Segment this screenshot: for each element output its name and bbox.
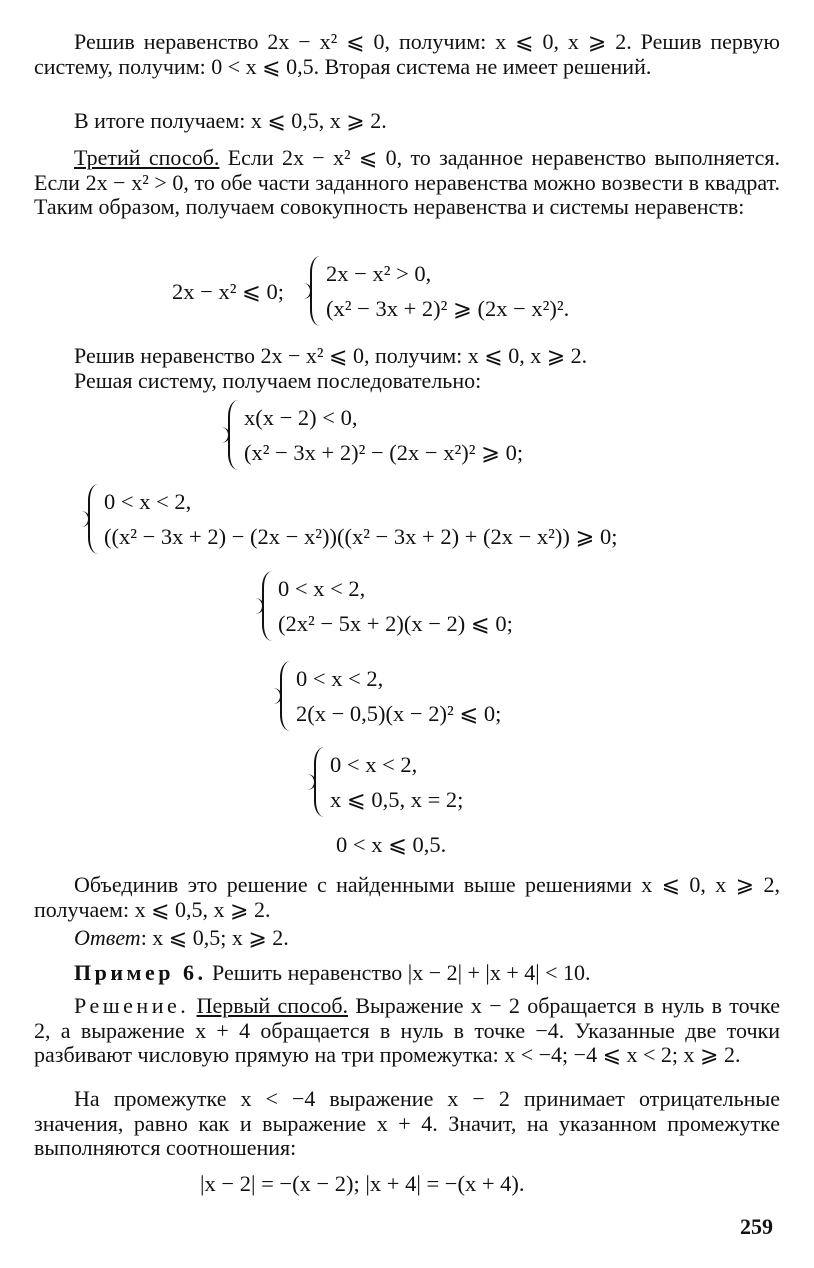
formula-row: 2x − x² > 0, bbox=[326, 261, 432, 286]
formula-row: (x² − 3x + 2)² ⩾ (2x − x²)². bbox=[326, 296, 570, 321]
answer-label: Ответ bbox=[74, 925, 141, 950]
formula-combination-left: 2x − x² ⩽ 0; bbox=[172, 278, 285, 304]
formula-row: (x² − 3x + 2)² − (2x − x²)² ⩾ 0; bbox=[244, 440, 524, 465]
formula-combination bbox=[172, 256, 569, 326]
formula-system-1 bbox=[228, 400, 523, 470]
solution-label: Решение. bbox=[74, 993, 190, 1018]
paragraph-interval-analysis: На промежутке x < −4 выражение x − 2 принимает отрицательные значения, равно как и выражение x + 4. Значит, на указанном промежутке выполняются соотношения: bbox=[34, 1086, 780, 1160]
formula-row: 0 < x < 2, bbox=[330, 752, 418, 777]
paragraph-third-method bbox=[34, 146, 780, 220]
paragraph-solution-inequality: Решив неравенство 2x − x² ⩽ 0, получим: x ⩽ 0, x ⩾ 2. bbox=[74, 343, 588, 368]
first-method-text: Выражение x − 2 обращается в нуль в точке 2, а выражение x + 4 обращается в нуль в точке −4. Указанные две точки разбивают числовую прямую на три промежутка: x < −4; −4 ⩽ x < 2; x ⩾ 2. bbox=[34, 993, 781, 1067]
third-method-text: Если 2x − x² ⩽ 0, то заданное неравенство выполняется. Если 2x − x² > 0, то обе части заданного неравенства можно возвести в квадрат. Таким образом, получаем совокупность неравенства и системы неравенств: bbox=[34, 145, 780, 219]
paragraph-union: Объединив это решение с найденными выше решениями x ⩽ 0, x ⩾ 2, получаем: x ⩽ 0,5, x ⩾ 2. bbox=[34, 872, 780, 922]
formula-row: x ⩽ 0,5, x = 2; bbox=[330, 787, 464, 812]
page-number: 259 bbox=[740, 1214, 773, 1239]
answer-text: : x ⩽ 0,5; x ⩾ 2. bbox=[140, 925, 289, 950]
formula-row: 0 < x < 2, bbox=[278, 576, 366, 601]
brace-symbol bbox=[228, 400, 240, 470]
first-method-label: Первый способ. bbox=[196, 993, 349, 1018]
brace-symbol bbox=[310, 256, 322, 326]
formula-system-4 bbox=[280, 661, 501, 731]
paragraph-solution-first-method bbox=[34, 994, 780, 1068]
formula-row: 2(x − 0,5)(x − 2)² ⩽ 0; bbox=[296, 701, 502, 726]
formula-final-interval: 0 < x ⩽ 0,5. bbox=[336, 832, 447, 857]
third-method-label: Третий способ. bbox=[74, 145, 220, 170]
formula-row: ((x² − 3x + 2) − (2x − x²))((x² − 3x + 2) + (2x − x²)) ⩾ 0; bbox=[104, 524, 618, 549]
brace-symbol bbox=[88, 484, 100, 554]
brace-symbol bbox=[314, 747, 326, 817]
paragraph-solution-first-system: Решив неравенство 2x − x² ⩽ 0, получим: x ⩽ 0, x ⩾ 2. Решив первую систему, получим: 0 < x ⩽ 0,5. Вторая система не имеет решений. bbox=[34, 29, 780, 79]
formula-row: (2x² − 5x + 2)(x − 2) ⩽ 0; bbox=[278, 611, 513, 636]
example-label: Пример 6. bbox=[74, 960, 207, 985]
paragraph-example-6 bbox=[34, 961, 780, 986]
formula-row: x(x − 2) < 0, bbox=[244, 405, 358, 430]
formula-system-5 bbox=[314, 747, 463, 817]
formula-system-3 bbox=[262, 571, 513, 641]
example-text: Решить неравенство |x − 2| + |x + 4| < 10. bbox=[206, 960, 591, 985]
paragraph-solving-system: Решая систему, получаем последовательно: bbox=[74, 368, 482, 393]
paragraph-intermediate-result: В итоге получаем: x ⩽ 0,5, x ⩾ 2. bbox=[74, 108, 387, 133]
brace-symbol bbox=[280, 661, 292, 731]
formula-row: 0 < x < 2, bbox=[296, 666, 384, 691]
formula-system-2 bbox=[88, 484, 618, 554]
formula-row: 0 < x < 2, bbox=[104, 489, 192, 514]
brace-symbol bbox=[262, 571, 274, 641]
formula-absolute-values: |x − 2| = −(x − 2); |x + 4| = −(x + 4). bbox=[200, 1171, 525, 1196]
paragraph-answer bbox=[34, 926, 780, 951]
